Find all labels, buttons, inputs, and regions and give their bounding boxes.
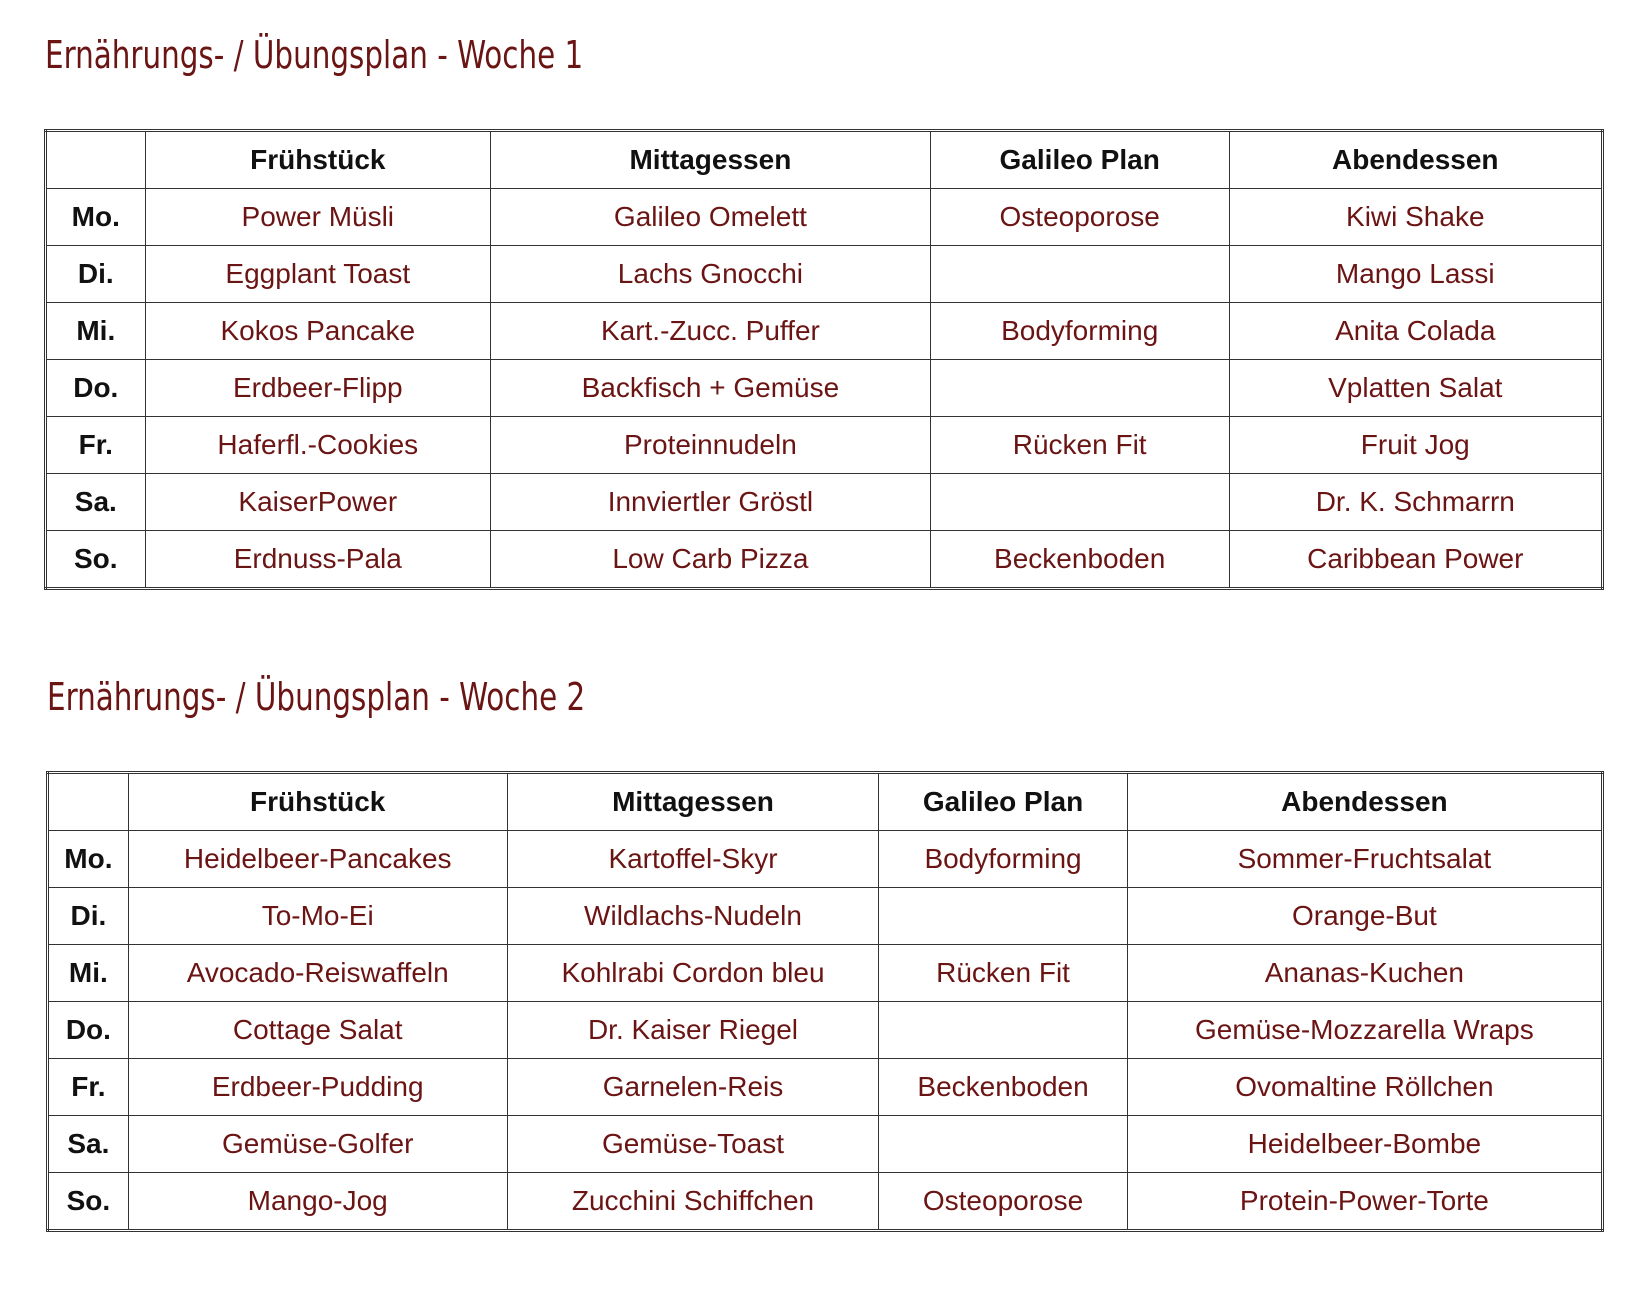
cell-dinner: Vplatten Salat: [1229, 360, 1602, 417]
cell-galileo-plan: Bodyforming: [930, 303, 1229, 360]
cell-galileo-plan: [930, 360, 1229, 417]
cell-breakfast: Erdbeer-Pudding: [128, 1059, 507, 1116]
day-label: Sa.: [48, 1116, 129, 1173]
day-label: Sa.: [46, 474, 146, 531]
table-row: [48, 945, 1603, 1002]
cell-galileo-plan: [879, 888, 1127, 945]
week-2-plan-table: [46, 771, 1604, 1232]
cell-dinner: Fruit Jog: [1229, 417, 1602, 474]
cell-dinner: Protein-Power-Torte: [1127, 1173, 1602, 1231]
cell-lunch: Zucchini Schiffchen: [507, 1173, 879, 1231]
table-row: [46, 189, 1603, 246]
cell-breakfast: Erdbeer-Flipp: [145, 360, 490, 417]
table-row: [46, 246, 1603, 303]
cell-galileo-plan: Osteoporose: [879, 1173, 1127, 1231]
cell-breakfast: To-Mo-Ei: [128, 888, 507, 945]
header-lunch: Mittagessen: [491, 131, 931, 189]
day-label: Mo.: [48, 831, 129, 888]
header-galileo-plan: Galileo Plan: [930, 131, 1229, 189]
cell-galileo-plan: [930, 246, 1229, 303]
cell-dinner: Heidelbeer-Bombe: [1127, 1116, 1602, 1173]
cell-breakfast: Heidelbeer-Pancakes: [128, 831, 507, 888]
cell-galileo-plan: Beckenboden: [879, 1059, 1127, 1116]
cell-dinner: Ananas-Kuchen: [1127, 945, 1602, 1002]
cell-galileo-plan: [879, 1002, 1127, 1059]
cell-breakfast: Gemüse-Golfer: [128, 1116, 507, 1173]
day-label: Fr.: [46, 417, 146, 474]
cell-lunch: Lachs Gnocchi: [491, 246, 931, 303]
cell-dinner: Gemüse-Mozzarella Wraps: [1127, 1002, 1602, 1059]
cell-lunch: Backfisch + Gemüse: [491, 360, 931, 417]
day-label: Di.: [48, 888, 129, 945]
table-row: [46, 360, 1603, 417]
cell-dinner: Caribbean Power: [1229, 531, 1602, 589]
cell-galileo-plan: Rücken Fit: [930, 417, 1229, 474]
header-dinner: Abendessen: [1127, 773, 1602, 831]
day-label: Di.: [46, 246, 146, 303]
cell-breakfast: Cottage Salat: [128, 1002, 507, 1059]
table-row: [48, 888, 1603, 945]
table-row: [48, 1002, 1603, 1059]
cell-dinner: Mango Lassi: [1229, 246, 1602, 303]
header-breakfast: Frühstück: [145, 131, 490, 189]
day-label: So.: [48, 1173, 129, 1231]
cell-lunch: Galileo Omelett: [491, 189, 931, 246]
cell-dinner: Orange-But: [1127, 888, 1602, 945]
table-row: [48, 1059, 1603, 1116]
cell-lunch: Kohlrabi Cordon bleu: [507, 945, 879, 1002]
cell-breakfast: KaiserPower: [145, 474, 490, 531]
cell-dinner: Sommer-Fruchtsalat: [1127, 831, 1602, 888]
cell-galileo-plan: Rücken Fit: [879, 945, 1127, 1002]
cell-dinner: Anita Colada: [1229, 303, 1602, 360]
header-breakfast: Frühstück: [128, 773, 507, 831]
day-label: Mo.: [46, 189, 146, 246]
corner-cell: [48, 773, 129, 831]
cell-breakfast: Avocado-Reiswaffeln: [128, 945, 507, 1002]
cell-lunch: Innviertler Gröstl: [491, 474, 931, 531]
day-label: Do.: [48, 1002, 129, 1059]
cell-breakfast: Mango-Jog: [128, 1173, 507, 1231]
corner-cell: [46, 131, 146, 189]
week-1-title: Ernährungs- / Übungsplan - Woche 1: [45, 33, 584, 77]
cell-breakfast: Eggplant Toast: [145, 246, 490, 303]
cell-galileo-plan: [930, 474, 1229, 531]
cell-breakfast: Erdnuss-Pala: [145, 531, 490, 589]
cell-lunch: Garnelen-Reis: [507, 1059, 879, 1116]
table-row: [48, 831, 1603, 888]
day-label: Mi.: [48, 945, 129, 1002]
cell-lunch: Proteinnudeln: [491, 417, 931, 474]
day-label: Mi.: [46, 303, 146, 360]
week-1-plan-table: [44, 129, 1604, 590]
table-row: [46, 531, 1603, 589]
day-label: Do.: [46, 360, 146, 417]
cell-lunch: Low Carb Pizza: [491, 531, 931, 589]
table-row: [46, 303, 1603, 360]
cell-lunch: Dr. Kaiser Riegel: [507, 1002, 879, 1059]
cell-galileo-plan: Osteoporose: [930, 189, 1229, 246]
cell-dinner: Kiwi Shake: [1229, 189, 1602, 246]
header-galileo-plan: Galileo Plan: [879, 773, 1127, 831]
cell-galileo-plan: [879, 1116, 1127, 1173]
cell-dinner: Dr. K. Schmarrn: [1229, 474, 1602, 531]
week-2-title: Ernährungs- / Übungsplan - Woche 2: [47, 675, 586, 719]
cell-galileo-plan: Beckenboden: [930, 531, 1229, 589]
cell-breakfast: Haferfl.-Cookies: [145, 417, 490, 474]
table-row: [48, 1116, 1603, 1173]
cell-lunch: Gemüse-Toast: [507, 1116, 879, 1173]
cell-galileo-plan: Bodyforming: [879, 831, 1127, 888]
header-row: [48, 773, 1603, 831]
header-lunch: Mittagessen: [507, 773, 879, 831]
day-label: So.: [46, 531, 146, 589]
cell-dinner: Ovomaltine Röllchen: [1127, 1059, 1602, 1116]
table-row: [46, 474, 1603, 531]
cell-lunch: Wildlachs-Nudeln: [507, 888, 879, 945]
cell-breakfast: Kokos Pancake: [145, 303, 490, 360]
table-row: [46, 417, 1603, 474]
cell-breakfast: Power Müsli: [145, 189, 490, 246]
cell-lunch: Kartoffel-Skyr: [507, 831, 879, 888]
day-label: Fr.: [48, 1059, 129, 1116]
header-row: [46, 131, 1603, 189]
table-row: [48, 1173, 1603, 1231]
header-dinner: Abendessen: [1229, 131, 1602, 189]
cell-lunch: Kart.-Zucc. Puffer: [491, 303, 931, 360]
